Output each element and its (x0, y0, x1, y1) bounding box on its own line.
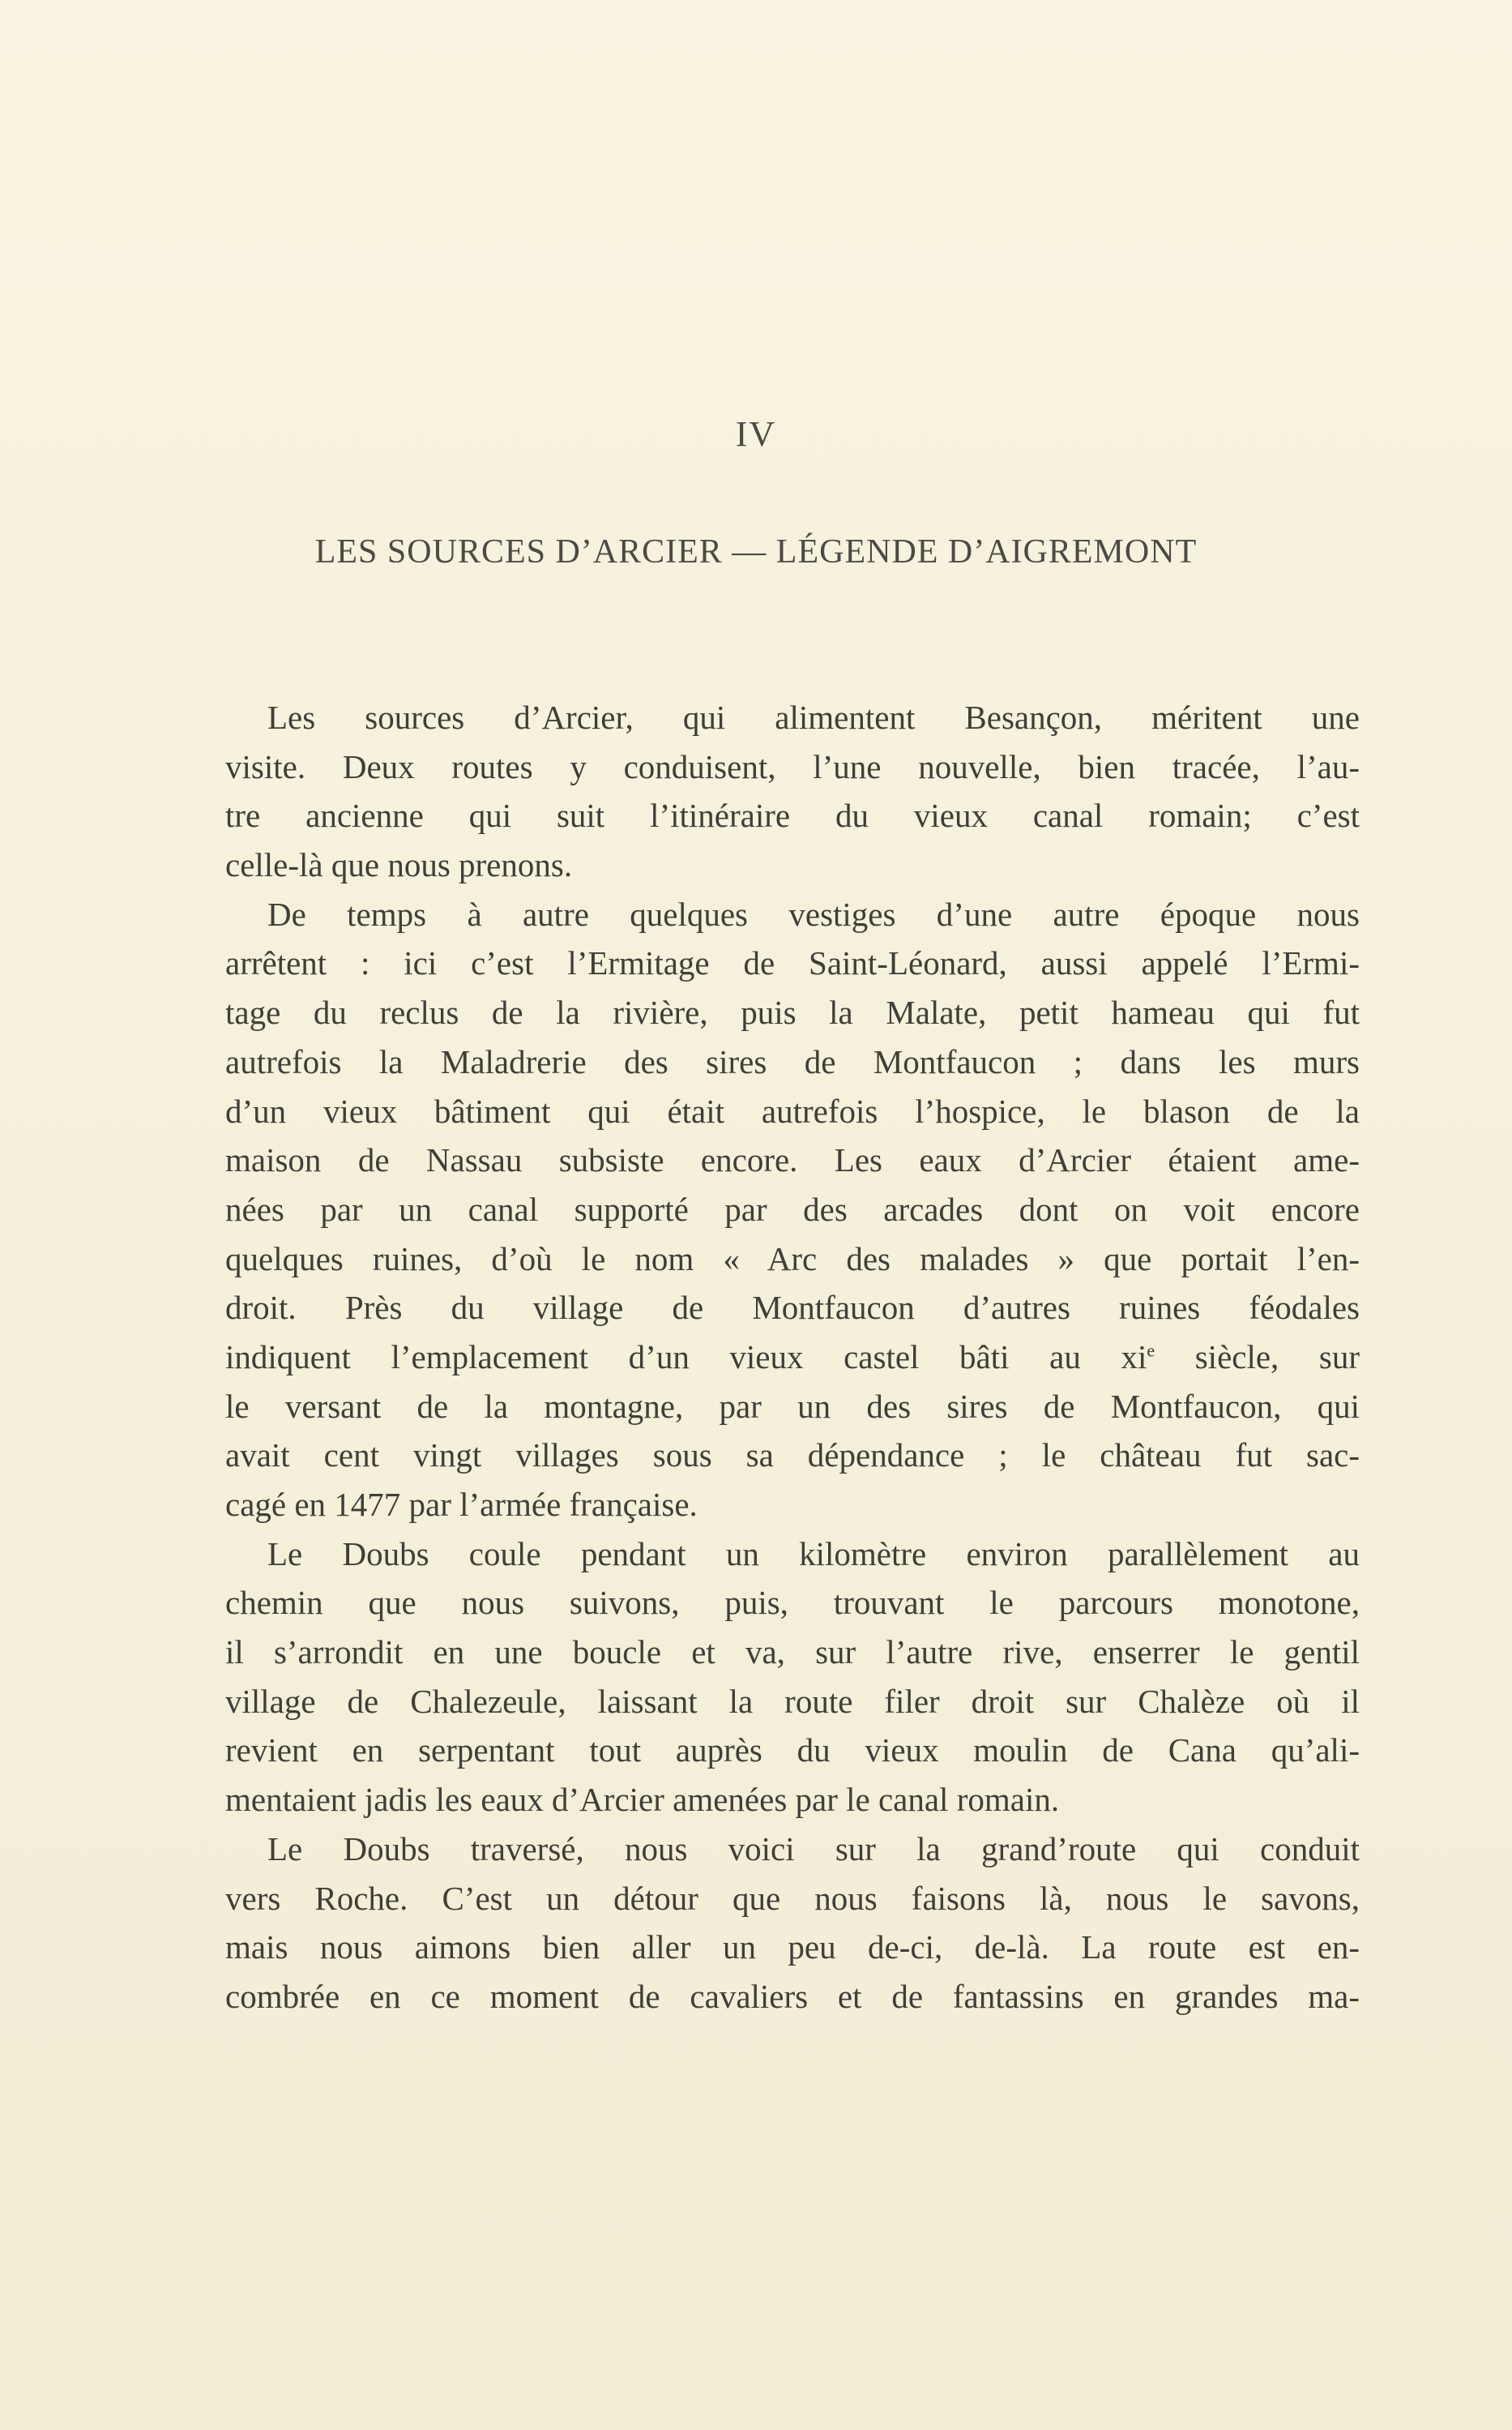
text-line-part: siècle, sur (1194, 1337, 1360, 1375)
text-line: Les sources d’Arcier, qui alimentent Besançon, méritent une (267, 699, 1360, 736)
text-line: tre ancienne qui suit l’itinéraire du vieux canal romain; c’est (225, 797, 1360, 835)
century-numeral: xi (1121, 1337, 1147, 1375)
text-line-part: indiquent l’emplacement d’un vieux castel bâti au (225, 1337, 1081, 1375)
chapter-body (225, 693, 1360, 2021)
text-line: Le Doubs traversé, nous voici sur la grand’route qui conduit (267, 1829, 1360, 1867)
text-line: avait cent vingt villages sous sa dépendance ; le château fut sac- (225, 1436, 1360, 1474)
text-line: celle-là que nous prenons. (225, 846, 573, 884)
chapter-title: LES SOURCES D’ARCIER — LÉGENDE D’AIGREMONT (314, 533, 1198, 571)
text-line: d’un vieux bâtiment qui était autrefois l’hospice, le blason de la (225, 1092, 1360, 1130)
text-line: mais nous aimons bien aller un peu de-ci, de-là. La route est en- (225, 1928, 1360, 1966)
century-suffix: e (1147, 1340, 1155, 1361)
text-line: chemin que nous suivons, puis, trouvant le parcours monotone, (225, 1584, 1360, 1622)
text-line: cagé en 1477 par l’armée française. (225, 1486, 698, 1523)
text-line: tage du reclus de la rivière, puis la Malate, petit hameau qui fut (225, 994, 1360, 1032)
text-line-century (225, 1333, 1360, 1382)
text-line: Le Doubs coule pendant un kilomètre environ parallèlement au (267, 1534, 1360, 1572)
text-line: mentaient jadis les eaux d’Arcier amenées par le canal romain. (225, 1781, 1060, 1819)
text-line: nées par un canal supporté par des arcades dont on voit encore (225, 1190, 1360, 1228)
text-line: le versant de la montagne, par un des sires de Montfaucon, qui (225, 1387, 1360, 1425)
chapter-number: IV (735, 414, 777, 454)
text-line: revient en serpentant tout auprès du vieux moulin de Cana qu’ali- (225, 1731, 1360, 1769)
text-line: visite. Deux routes y conduisent, l’une nouvelle, bien tracée, l’au- (225, 747, 1360, 785)
text-line: droit. Près du village de Montfaucon d’autres ruines féodales (225, 1289, 1360, 1327)
text-line: il s’arrondit en une boucle et va, sur l’autre rive, enserrer le gentil (225, 1633, 1360, 1671)
text-line: village de Chalezeule, laissant la route filer droit sur Chalèze où il (225, 1682, 1360, 1720)
text-line: quelques ruines, d’où le nom « Arc des malades » que portait l’en- (225, 1239, 1360, 1277)
text-line: De temps à autre quelques vestiges d’une autre époque nous (267, 895, 1360, 933)
text-line: autrefois la Maladrerie des sires de Montfaucon ; dans les murs (225, 1042, 1360, 1080)
text-line: arrêtent : ici c’est l’Ermitage de Saint-Léonard, aussi appelé l’Ermi- (225, 944, 1360, 982)
text-line: maison de Nassau subsiste encore. Les eaux d’Arcier étaient ame- (225, 1141, 1360, 1179)
text-line: vers Roche. C’est un détour que nous faisons là, nous le savons, (225, 1879, 1360, 1917)
text-line: combrée en ce moment de cavaliers et de fantassins en grandes ma- (225, 1977, 1360, 2015)
